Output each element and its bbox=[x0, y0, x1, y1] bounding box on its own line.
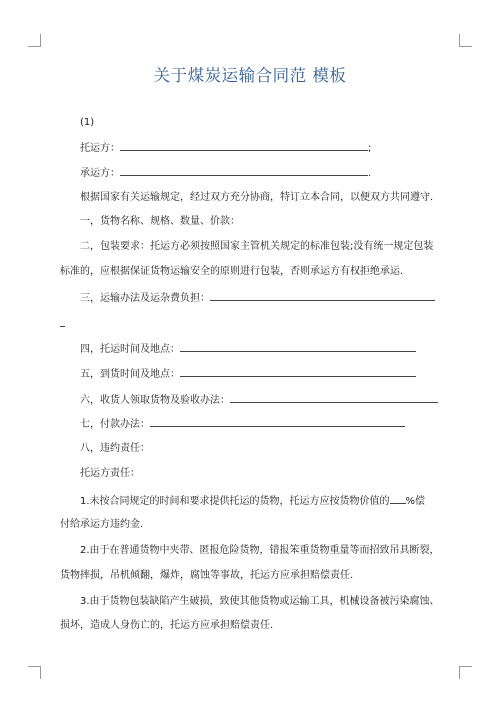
item-shipping-time-label: 四，托运时间及地点： bbox=[80, 344, 180, 355]
section-number: (1) bbox=[80, 117, 95, 128]
carrier-end: . bbox=[368, 168, 372, 179]
item-receiving-label: 六，收货人领取货物及验收办法： bbox=[80, 395, 230, 406]
item-arrival-time-line bbox=[80, 367, 416, 381]
item-receiving-line bbox=[80, 393, 438, 407]
clause1-line2: 付给承运方违约金. bbox=[60, 519, 144, 530]
shipping-time-blank[interactable] bbox=[180, 342, 416, 352]
payment-blank[interactable] bbox=[150, 417, 405, 427]
clause1-percent: %偿 bbox=[405, 496, 426, 507]
clause3-line2: 损坏，造成人身伤亡的，托运方应承担赔偿责任. bbox=[60, 620, 274, 631]
shipper-blank[interactable] bbox=[120, 141, 368, 151]
clause2-line2: 货物摔损，吊机倾翻，爆炸，腐蚀等事故，托运方应承担赔偿责任. bbox=[60, 570, 354, 581]
crop-mark-bottom-right bbox=[459, 666, 472, 679]
item-arrival-time-label: 五，到货时间及地点： bbox=[80, 369, 180, 380]
crop-mark-bottom-left bbox=[28, 666, 41, 679]
clause1-line1 bbox=[80, 494, 425, 508]
item-payment-line bbox=[80, 417, 405, 431]
carrier-line bbox=[80, 166, 371, 180]
clause3-line1: 3.由于货物包装缺陷产生破损，致使其他货物或运输工具，机械设备被污染腐蚀、 bbox=[80, 596, 440, 607]
crop-mark-top-right bbox=[459, 34, 472, 47]
item-transport-line bbox=[80, 291, 435, 305]
shipper-line bbox=[80, 141, 371, 155]
carrier-blank[interactable] bbox=[120, 166, 368, 176]
crop-mark-top-left bbox=[28, 34, 41, 47]
item-packaging-line1: 二，包装要求：托运方必须按照国家主管机关规定的标准包装;没有统一规定包装 bbox=[80, 241, 434, 252]
clause2-line1: 2.由于在普通货物中夹带、匿报危险货物，错报笨重货物重量等而招致吊具断裂， bbox=[80, 545, 440, 556]
intro-paragraph: 根据国家有关运输规定，经过双方充分协商，特订立本合同，以便双方共同遵守. bbox=[80, 192, 434, 203]
transport-continuation-mark bbox=[60, 326, 65, 327]
item-payment-label: 七，付款办法： bbox=[80, 419, 150, 430]
transport-blank[interactable] bbox=[210, 291, 435, 301]
document-title: 关于煤炭运输合同范 模板 bbox=[153, 66, 347, 85]
arrival-time-blank[interactable] bbox=[180, 367, 416, 377]
shipper-liability-heading: 托运方责任： bbox=[80, 468, 140, 479]
clause1-percent-blank[interactable] bbox=[390, 494, 406, 504]
item-goods: 一，货物名称、规格、数量、价款： bbox=[80, 216, 240, 227]
shipper-label: 托运方： bbox=[80, 143, 120, 154]
receiving-blank[interactable] bbox=[230, 393, 438, 403]
item-transport-label: 三，运输办法及运杂费负担： bbox=[80, 293, 210, 304]
item-shipping-time-line bbox=[80, 342, 416, 356]
item-liability: 八，违约责任： bbox=[80, 443, 150, 454]
item-packaging-line2: 标准的，应根据保证货物运输安全的原则进行包装，否则承运方有权拒绝承运. bbox=[60, 266, 404, 277]
carrier-label: 承运方： bbox=[80, 168, 120, 179]
clause1-text: 1.未按合同规定的时间和要求提供托运的货物，托运方应按货物价值的 bbox=[80, 496, 390, 507]
shipper-end: ; bbox=[368, 143, 372, 154]
